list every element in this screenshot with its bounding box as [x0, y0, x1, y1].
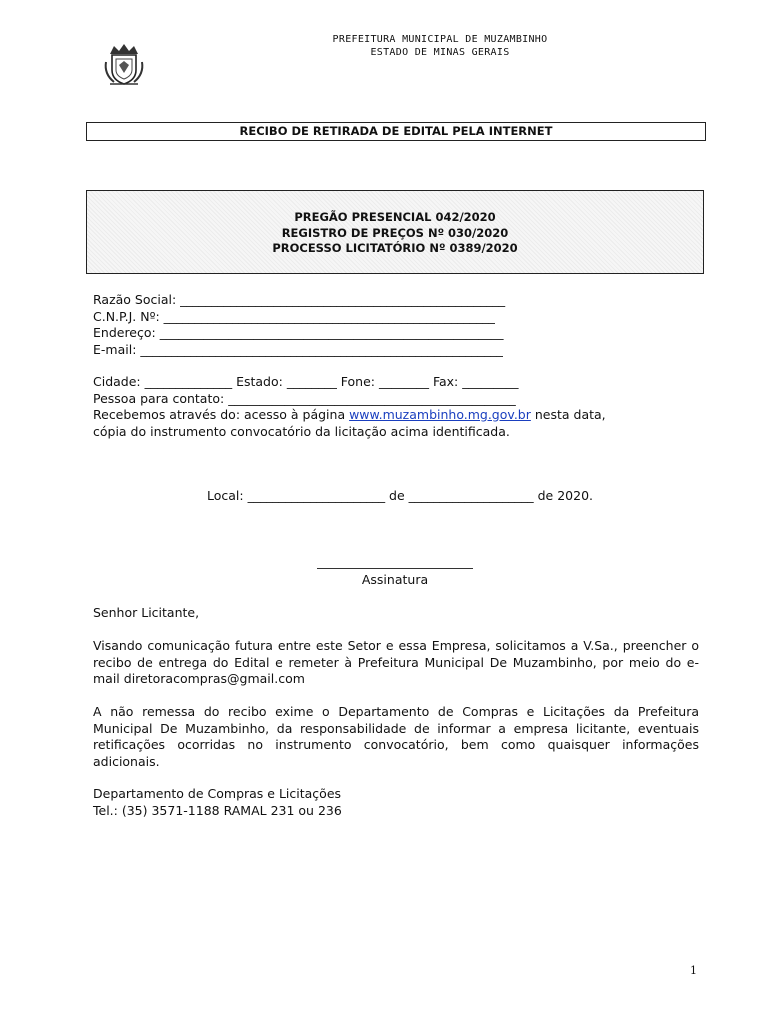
letterhead	[0, 33, 770, 59]
salutation: Senhor Licitante,	[93, 605, 200, 620]
cidade-line: Cidade: ______________ Estado: ________ Fone: ________ Fax: _________	[93, 374, 519, 389]
signature-label: Assinatura	[361, 572, 429, 587]
page-number: 1	[690, 964, 697, 977]
razao-social-field: Razão Social: ____________________________________________________	[93, 292, 506, 307]
letterhead-state: ESTADO DE MINAS GERAIS	[370, 47, 510, 58]
document-title: RECIBO DE RETIRADA DE EDITAL PELA INTERNET	[86, 122, 706, 141]
pregao-line: PREGÃO PRESENCIAL 042/2020	[294, 210, 496, 224]
contact-fields	[93, 374, 606, 440]
pregao-box	[86, 190, 704, 274]
recebemos-end: nesta data,	[530, 407, 606, 422]
recebemos-line	[93, 407, 606, 424]
footer-contact	[93, 786, 699, 819]
company-fields	[93, 292, 505, 358]
copia-line: cópia do instrumento convocatório da licitação acima identificada.	[93, 423, 510, 439]
department-name: Departamento de Compras e Licitações	[93, 786, 342, 801]
recebemos-text: Recebemos através do: acesso à página	[93, 407, 350, 422]
processo-line: PROCESSO LICITATÓRIO Nº 0389/2020	[272, 241, 518, 255]
email-field: E-mail: __________________________________________________________	[93, 341, 503, 357]
endereco-field: Endereço: _______________________________________________________	[93, 325, 504, 340]
telephone: Tel.: (35) 3571-1188 RAMAL 231 ou 236	[93, 802, 342, 818]
paragraph-request: Visando comunicação futura entre este Setor e essa Empresa, solicitamos a V.Sa., preencher o recibo de entrega do Edital e remeter à Prefeitura Municipal De Muzambinho, por meio do e-mail diretoracompras@gmail.com	[93, 638, 699, 686]
website-link[interactable]: www.muzambinho.mg.gov.br	[349, 407, 531, 422]
pessoa-contato-field: Pessoa para contato: ______________________________________________	[93, 390, 516, 406]
paragraph-disclaimer: A não remessa do recibo exime o Departamento de Compras e Licitações da Prefeitura Municipal De Muzambinho, da responsabilidade de informar a empresa licitante, eventuais retificações ocorridas no instrumento convocatório, bem como quaisquer informações adicionais.	[93, 704, 699, 769]
letterhead-title: PREFEITURA MUNICIPAL DE MUZAMBINHO	[332, 34, 548, 45]
signature-line	[317, 568, 473, 569]
local-date-line: Local: ______________________ de ____________________ de 2020.	[206, 488, 593, 503]
cnpj-field: C.N.P.J. Nº: _____________________________________________________	[93, 308, 495, 324]
registro-line: REGISTRO DE PREÇOS Nº 030/2020	[281, 225, 509, 240]
